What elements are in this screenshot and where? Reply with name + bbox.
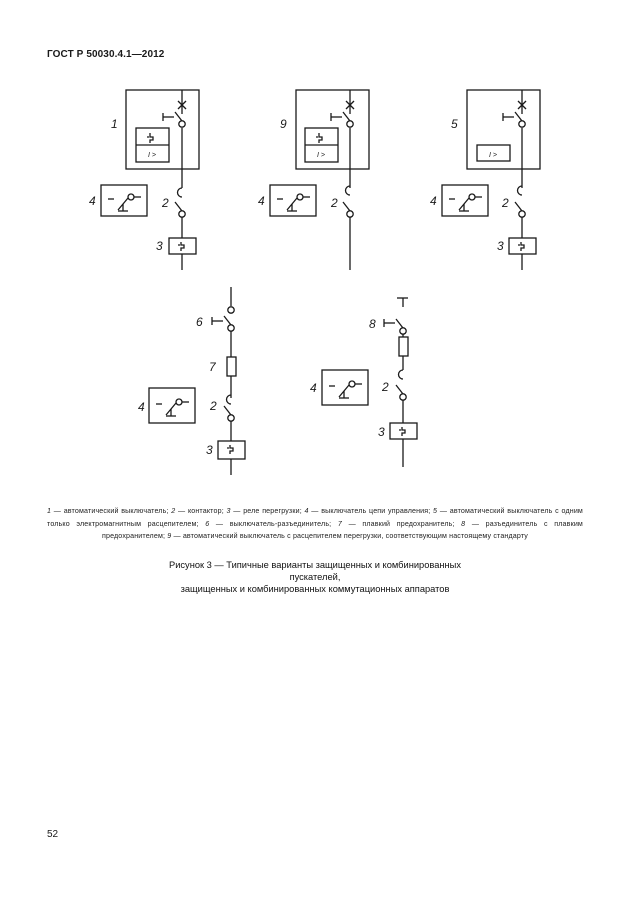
label-7: 7 (209, 360, 216, 374)
legend-text-4: выключатель цепи управления; (321, 507, 431, 515)
legend-num-3: 3 (226, 507, 231, 515)
label-2: 2 (382, 380, 389, 394)
label-2: 2 (331, 196, 338, 210)
variant-breaker-with-overload-release (258, 90, 369, 270)
label-2: 2 (502, 196, 509, 210)
control-switch-box (322, 370, 368, 405)
magnetic-release-text: I > (489, 152, 497, 159)
legend-num-2: 2 (171, 507, 176, 515)
figure-legend: 1 — автоматический выключатель; 2 — контактор; 3 — реле перегрузки; 4 — выключатель цепи управления; 5 — автоматический выключатель с одним только электромагнитным расцепителем; 6 — выключатель-разъединитель; 7 — плавкий предохранитель; 8 — разъединитель с плавким предохранителем; 9 — автоматический выключатель с расцепителем перегрузки, соответствующим настоящему стандарту (47, 507, 583, 541)
legend-num-9: 9 (167, 532, 172, 541)
label-2: 2 (210, 399, 217, 413)
figure-caption (150, 559, 480, 595)
legend-text-7: плавкий предохранитель; (362, 519, 455, 528)
legend-text-3: реле перегрузки; (243, 507, 302, 515)
breaker-enclosure (467, 90, 540, 169)
label-5: 5 (451, 117, 458, 131)
fuse (399, 337, 408, 356)
label-4: 4 (310, 381, 317, 395)
variant-disconnector-with-fuse (310, 298, 417, 467)
legend-text-5: автоматический выключатель с одним только электромагнитным расцепителем; (47, 507, 583, 528)
label-4: 4 (89, 194, 96, 208)
legend-num-4: 4 (304, 507, 309, 515)
label-3: 3 (206, 443, 213, 457)
breaker-contact (175, 112, 182, 121)
magnetic-release-text: I > (317, 152, 325, 159)
overload-icon (178, 242, 184, 251)
label-9: 9 (280, 117, 287, 131)
variant-switch-disconnector-fuse (138, 287, 245, 475)
label-6: 6 (196, 315, 203, 329)
disconnector-circle (228, 307, 234, 313)
label-1: 1 (111, 117, 118, 131)
overload-relay (169, 238, 196, 254)
variant-breaker-magnetic-only (430, 90, 540, 270)
legend-num-5: 5 (433, 507, 438, 515)
label-4: 4 (138, 400, 145, 414)
caption-line-2: защищенных и комбинированных коммутационных аппаратов (180, 584, 450, 594)
legend-num-6: 6 (205, 519, 210, 528)
overload-relay (509, 238, 536, 254)
label-3: 3 (156, 239, 163, 253)
variant-circuit-breaker (89, 90, 199, 270)
label-4: 4 (258, 194, 265, 208)
legend-num-1: 1 (47, 507, 52, 515)
overload-relay (390, 423, 417, 439)
magnetic-release-text: I > (148, 152, 156, 159)
label-2: 2 (162, 196, 169, 210)
legend-text-6: выключатель-разъединитель; (229, 519, 332, 528)
control-switch-box (149, 388, 195, 423)
legend-text-1: автоматический выключатель; (63, 507, 169, 515)
contactor-arc (178, 188, 182, 197)
thermal-release-icon (147, 133, 153, 143)
breaker-enclosure (126, 90, 199, 169)
contactor-contact (175, 202, 182, 211)
page-number: 52 (47, 829, 59, 840)
label-4: 4 (430, 194, 437, 208)
document-header: ГОСТ Р 50030.4.1—2012 (47, 49, 165, 60)
label-8: 8 (369, 317, 376, 331)
legend-num-8: 8 (461, 519, 466, 528)
legend-num-7: 7 (337, 519, 342, 528)
overload-relay (218, 441, 245, 459)
caption-line-1: Рисунок 3 — Типичные варианты защищенных и комбинированных пускателей, (169, 560, 461, 582)
label-3: 3 (378, 425, 385, 439)
fuse (227, 357, 236, 376)
breaker-enclosure (296, 90, 369, 169)
legend-text-8: разъединитель с плавким предохранителем; (101, 519, 583, 541)
legend-text-2: контактор; (187, 507, 224, 515)
legend-text-9: автоматический выключатель с расцепителем перегрузки, соответствующим настоящему стандарту (182, 532, 528, 541)
label-3: 3 (497, 239, 504, 253)
